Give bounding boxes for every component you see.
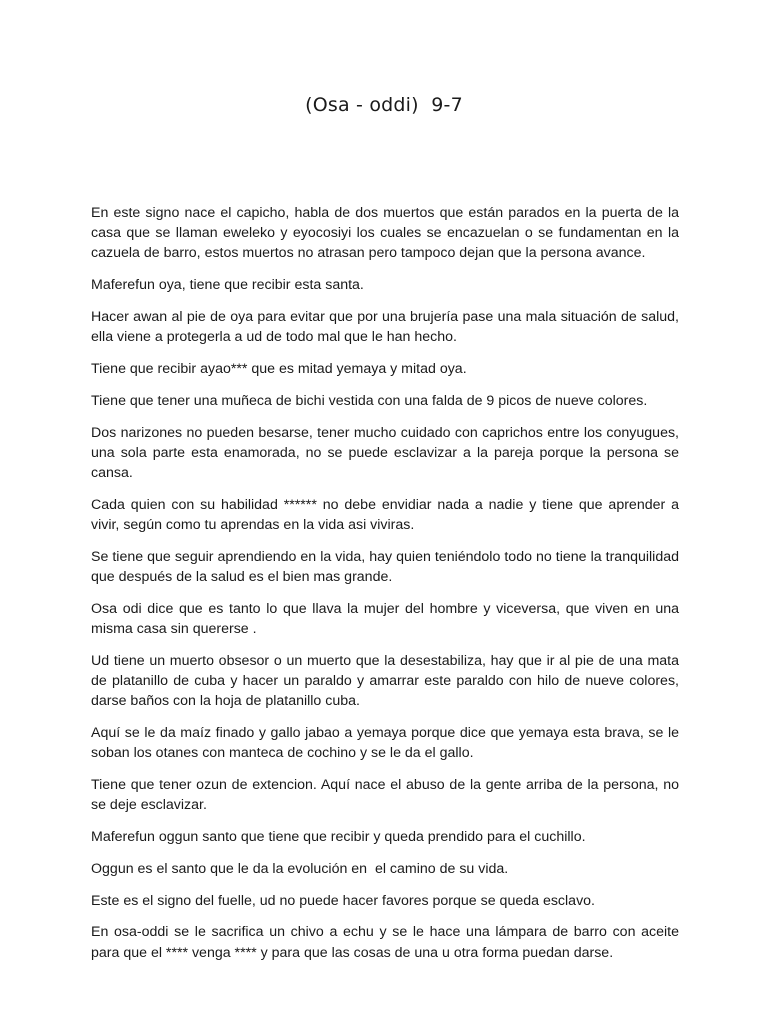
paragraph: Ud tiene un muerto obsesor o un muerto que la desestabiliza, hay que ir al pie de una mata de platanillo de cuba y hacer un paraldo y amarrar este paraldo con hilo de nueve colores, darse baños con la hoja de platanillo cuba. <box>91 652 683 710</box>
paragraph: Maferefun oggun santo que tiene que recibir y queda prendido para el cuchillo. <box>91 829 586 845</box>
page-title: (Osa - oddi) 9-7 <box>305 94 463 116</box>
paragraph: Se tiene que seguir aprendiendo en la vida, hay quien teniéndolo todo no tiene la tranquilidad que después de la salud es el bien mas grande. <box>91 548 683 585</box>
paragraph: En osa-oddi se le sacrifica un chivo a echu y se le hace una lámpara de barro con aceite para que el **** venga **** y para que las cosas de una u otra forma puedan darse. <box>91 924 683 961</box>
paragraph: Osa odi dice que es tanto lo que llava la mujer del hombre y viceversa, que viven en una misma casa sin quererse . <box>91 600 683 637</box>
paragraph: Tiene que recibir ayao*** que es mitad yemaya y mitad oya. <box>91 361 467 377</box>
paragraph: Maferefun oya, tiene que recibir esta santa. <box>91 277 364 294</box>
paragraph: Cada quien con su habilidad ****** no debe envidiar nada a nadie y tiene que aprender a vivir, según como tu aprendas en la vida asi viviras. <box>91 496 683 533</box>
paragraph: Aquí se le da maíz finado y gallo jabao a yemaya porque dice que yemaya esta brava, se le soban los otanes con manteca de cochino y se le da el gallo. <box>91 725 683 762</box>
paragraph: En este signo nace el capicho, habla de dos muertos que están parados en la puerta de la casa que se llaman eweleko y eyocosiyi los cuales se encazuelan o se fundamentan en la cazuela de barro, estos muertos no atrasan pero tampoco dejan que la persona avance. <box>91 205 683 262</box>
paragraph: Tiene que tener ozun de extencion. Aquí nace el abuso de la gente arriba de la persona, no se deje esclavizar. <box>91 777 683 814</box>
paragraph: Este es el signo del fuelle, ud no puede hacer favores porque se queda esclavo. <box>91 892 595 909</box>
paragraph: Dos narizones no pueden besarse, tener mucho cuidado con caprichos entre los conyugues, una sola parte esta enamorada, no se puede esclavizar a la pareja porque la persona se cansa. <box>91 424 683 481</box>
paragraph: Oggun es el santo que le da la evolución en el camino de su vida. <box>91 860 509 877</box>
document-body <box>91 203 683 974</box>
paragraph: Tiene que tener una muñeca de bichi vestida con una falda de 9 picos de nueve colores. <box>91 392 648 409</box>
paragraph: Hacer awan al pie de oya para evitar que por una brujería pase una mala situación de salud, ella viene a protegerla a ud de todo mal que le han hecho. <box>91 309 683 346</box>
